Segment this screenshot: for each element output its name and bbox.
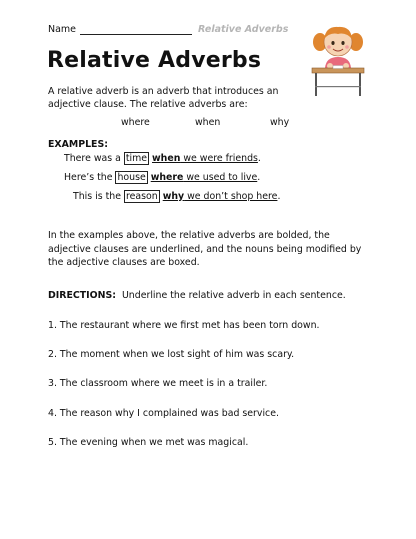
cheek-right: [345, 45, 349, 49]
example-end: .: [257, 153, 261, 164]
directions-label: DIRECTIONS: [48, 290, 113, 301]
cheek-left: [327, 45, 331, 49]
example-adjective-clause: we were friends: [180, 153, 258, 164]
example-boxed-noun: time: [125, 153, 148, 164]
eye-left: [331, 41, 334, 45]
sentence-2: 2. The moment when we lost sight of him was scary.: [48, 349, 295, 360]
example-adjective-clause: we used to live: [183, 172, 258, 183]
example-adjective-clause: we don’t shop here: [184, 191, 278, 202]
intro-paragraph: A relative adverb is an adverb that introduces an adjective clause. The relative adverbs are:: [48, 86, 279, 110]
page-title: Relative Adverbs: [47, 48, 262, 73]
adverb-when: when: [195, 117, 221, 128]
adverb-where: where: [121, 117, 150, 128]
desk-top: [312, 68, 364, 73]
adverb-why: why: [270, 117, 290, 128]
example-before: Here’s the: [64, 172, 116, 183]
example-relative-adverb: where: [150, 172, 184, 183]
directions-colon: :: [112, 290, 116, 301]
eye-right: [341, 41, 344, 45]
desk-crossbar: [315, 86, 361, 87]
example-before: There was a: [64, 153, 124, 164]
sentence-3: 3. The classroom where we meet is in a trailer.: [48, 378, 268, 389]
sentence-1: 1. The restaurant where we first met has been torn down.: [48, 320, 320, 331]
example-2: [64, 172, 260, 184]
student-at-desk-illustration: [308, 20, 368, 98]
example-relative-adverb: when: [152, 153, 181, 164]
name-blank-line: [80, 24, 192, 35]
example-boxed-noun: house: [117, 172, 146, 183]
example-3: [73, 191, 280, 203]
name-label: Name: [48, 24, 77, 35]
name-row: [48, 24, 288, 35]
explanation-paragraph: In the examples above, the relative adverbs are bolded, the adjective clauses are underlined, and the nouns being modified by the adjective clauses are boxed.: [48, 230, 362, 268]
example-boxed-noun: reason: [125, 191, 158, 202]
directions: [48, 290, 346, 301]
desk-leg-left: [315, 73, 317, 96]
example-relative-adverb: why: [162, 191, 185, 202]
example-end: .: [277, 191, 281, 202]
examples-heading: EXAMPLES:: [48, 139, 108, 150]
example-before: This is the: [73, 191, 124, 202]
desk-leg-right: [359, 73, 361, 96]
paper: [333, 66, 343, 69]
example-end: .: [257, 172, 261, 183]
sentence-4: 4. The reason why I complained was bad service.: [48, 408, 279, 419]
example-1: [64, 153, 261, 165]
header-topic: Relative Adverbs: [198, 24, 289, 35]
sentence-5: 5. The evening when we met was magical.: [48, 437, 249, 448]
directions-text: Underline the relative adverb in each sentence.: [115, 290, 346, 301]
